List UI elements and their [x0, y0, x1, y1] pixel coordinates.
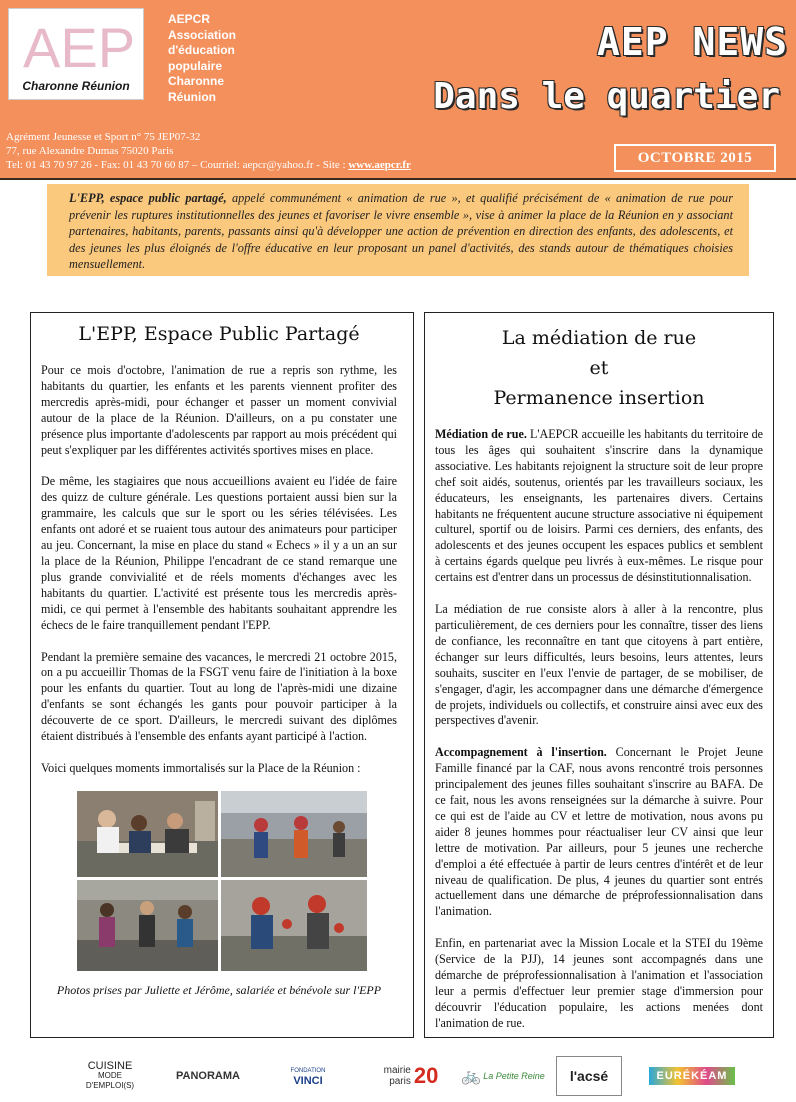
paris-text: paris: [389, 1076, 411, 1087]
mediation-text: L'AEPCR accueille les habitants du territoire de tous les âges qui souhaitent s'inscrire dans la dynamique associative. Les habitants rejoignent la structure soit de leur propre chef soit aidés, soutenus, orientés par les travailleurs sociaux, les éducateurs, les enseignants, les partenaires divers. Certains habitants ne fréquentent aucune structure associative ni équipement culturel, sportif ou de loisirs. Parmi ces derniers, des enfants, des adolescents et des jeunes occupent les espaces publics et semblent à certains égards quelque peu livrés à eux-mêmes. Le risque pour certains est d'entrer dans un processus de désinstitutionnalisation.: [435, 427, 763, 585]
photo-chess-players: [77, 791, 218, 877]
address-line: 77, rue Alexandre Dumas 75020 Paris: [6, 145, 174, 157]
epp-paragraph-3: Pendant la première semaine des vacances, le mercredi 21 octobre 2015, on a pu accueillir Thomas de la FSGT venu faire de l'initiation à la boxe pour les enfants du quartier. Tout au long de l'après-midi une dizaine d'enfants se sont échangés les gants pour pouvoir participer à la découverte de ce sport. D'ailleurs, le mercredi suivant des diplômes étaient distribués à l'ensemble des enfants ayant participé à l'action.: [41, 649, 397, 744]
panorama-text: PANORAMA: [176, 1070, 240, 1082]
la-petite-reine-logo: [460, 1056, 546, 1096]
fondation-vinci-logo: [278, 1056, 338, 1096]
phone-email-line: [6, 158, 411, 172]
mediation-paragraph-2: La médiation de rue consiste alors à aller à la rencontre, plus particulièrement, de ces derniers pour les connaître, tisser des liens de confiance, les reconnaître en tant que citoyens à part entière, échanger sur leurs difficultés, leurs besoins, leurs attentes, leurs souhaits, susciter en l'eux l'envie de partager, de se mobiliser, de s'engager, d'agir, les accompagner dans une démarche d'émergence de projets, individuels ou collectifs, et construire ainsi avec eux des perspectives d'avenir.: [435, 602, 763, 728]
cuisine-text: CUISINE: [87, 1060, 133, 1072]
title-line: et: [589, 357, 609, 379]
aep-logo-mark: [19, 13, 139, 75]
mediation-article-title: [435, 323, 763, 413]
photo-caption: Photos prises par Juliette et Jérôme, salariée et bénévole sur l'EPP: [56, 982, 382, 997]
epp-article-title: L'EPP, Espace Public Partagé: [78, 323, 360, 345]
phone-email-text: Tel: 01 43 70 97 26 - Fax: 01 43 70 60 87 – Courriel: aepcr@yahoo.fr - Site :: [6, 159, 349, 171]
bicycle-icon: 🚲: [461, 1068, 482, 1085]
epp-paragraph-1: Pour ce mois d'octobre, l'animation de rue a repris son rythme, les habitants du quartier, les enfants et les parents viennent profiter des mercredis après-midi, pour échanger et passer un moment convivial autour de la place de la Réunion. D'ailleurs, on a pu constater une présence plus importante d'adolescents par rapport au mois précédent qui peut s'expliquer par les différentes activités sportives mises en place.: [41, 363, 397, 457]
insertion-text: Concernant le Projet Jeune Famille financé par la CAF, nous avons rencontré trois personnes principalement des jeunes filles souhaitant s'inscrire au BAFA. De ce fait, nous les avons renseignées sur la démarche à suivre. Pour ce qui est de l'aide au CV et lettre de motivation, nous avons pu aider 8 jeunes hommes pour réactualiser leur CV ainsi que leur lettre de motivation. Par ailleurs, pour 5 jeunes une recherche d'emploi a été effectuée à partir de leurs centres d'intérêt et de leur niveau de qualification. De plus, 4 jeunes du quartier sont entrés actuellement dans une démarche de préprofessionnalisation dans l'animation.: [435, 745, 763, 919]
intro-text: appelé communément « animation de rue », et qualifié précisément de « animation de rue pour prévenir les ruptures institutionnelles des jeunes et favoriser le vivre ensemble », vise à animer la place de la Réunion en y associant partenaires, habitants, parents, passants ainsi qu'à développer une action de prévention en direction des enfants, des adolescents, et des jeunes les plus éloignés de l'offre éducative en leur proposant un panel d'activités, des stands autour de thématiques choisies mensuellement.: [69, 191, 733, 271]
org-name-line: d'éducation: [168, 43, 235, 57]
partner-logos: [60, 1056, 760, 1096]
emploi-text: D'EMPLOI(S): [85, 1081, 135, 1090]
website-link[interactable]: www.aepcr.fr: [348, 159, 411, 171]
epp-paragraph-2: De même, les stagiaires que nous accueillions avaient eu l'idée de faire des quizz de culture générale. Les questions portaient aussi bien sur la grammaire, les calculs que sur le sport ou les séries télévisées. Les enfants ont adoré et se ruaient tous autour des animateurs pour participer au jeu. Concernant, la mise en place du stand « Echecs » il y a un an sur la place de la Réunion, Philippe l'encadrant de ce stand remarque une plus grande convivialité et de réels moments d'échanges avec les habitants du quartier. L'activité est présente tous les mercredis après-midi, ce qui permet à l'ensemble des habitants souhaitant apprendre les échecs de le faire tranquillement pendant l'EPP.: [41, 474, 397, 632]
fondation-text: FONDATION: [290, 1068, 326, 1074]
eurekeam-logo: [636, 1056, 748, 1096]
acse-logo: [556, 1056, 622, 1096]
agrement-line: Agrément Jeunesse et Sport n° 75 JEP07-32: [6, 131, 201, 143]
partnership-paragraph: Enfin, en partenariat avec la Mission Locale et la STEI du 19ème (Service de la PJJ), 14 jeunes sont accompagnés dans une démarche de préprofessionnalisation à l'animation et l'association leur a permis d'effectuer leur premier stage d'immersion pour découvrir l'éducation populaire, les actions menées dont l'animation de rue.: [435, 936, 763, 1030]
org-name-line: populaire: [168, 58, 223, 73]
intro-lead: L'EPP, espace public partagé,: [69, 191, 227, 205]
insertion-paragraph: [435, 745, 763, 920]
panorama-logo: [168, 1056, 248, 1096]
mairie-text: mairie: [383, 1065, 411, 1076]
photo-boxing-gloves: [221, 880, 367, 971]
newsletter-header: [0, 0, 796, 180]
photo-quiz-game: [77, 880, 218, 971]
photo-boxing-kids: [221, 791, 367, 877]
petite-reine-text: La Petite Reine: [483, 1071, 545, 1081]
epp-paragraph-4: Voici quelques moments immortalisés sur la Place de la Réunion :: [41, 760, 361, 775]
mode-text: MODE: [98, 1071, 122, 1080]
title-line: La médiation de rue: [501, 327, 697, 349]
contact-info: [6, 130, 411, 172]
insertion-lead: Accompagnement à l'insertion.: [435, 745, 607, 760]
photo-collage: [77, 791, 367, 971]
logo-caption: Charonne Réunion: [22, 79, 130, 93]
organization-name: [168, 12, 278, 105]
mediation-lead: Médiation de rue.: [435, 427, 527, 441]
newsletter-title: AEP NEWS: [596, 20, 788, 64]
mairie-number: 20: [413, 1063, 439, 1088]
eurekeam-text: EURÉKÉAM: [649, 1067, 736, 1085]
mediation-paragraph-1: [435, 427, 763, 586]
vinci-text: VINCI: [293, 1075, 323, 1087]
intro-box: [47, 184, 749, 276]
mairie-paris-20-logo: [366, 1056, 456, 1096]
org-name-line: AEPCR: [168, 12, 211, 26]
mediation-article: [424, 312, 774, 1038]
title-line: Permanence insertion: [493, 387, 705, 409]
issue-date: OCTOBRE 2015: [614, 144, 776, 172]
org-name-line: Charonne: [168, 74, 225, 88]
org-name-line: Association: [168, 27, 237, 42]
org-name-line: Réunion: [168, 89, 216, 104]
svg-text:AEP: AEP: [23, 16, 136, 75]
epp-article: [30, 312, 414, 1038]
acse-text: l'acsé: [569, 1068, 609, 1084]
aep-logo: [8, 8, 144, 100]
cuisine-mode-emploi-logo: [70, 1056, 150, 1096]
newsletter-subtitle: Dans le quartier: [433, 76, 780, 117]
